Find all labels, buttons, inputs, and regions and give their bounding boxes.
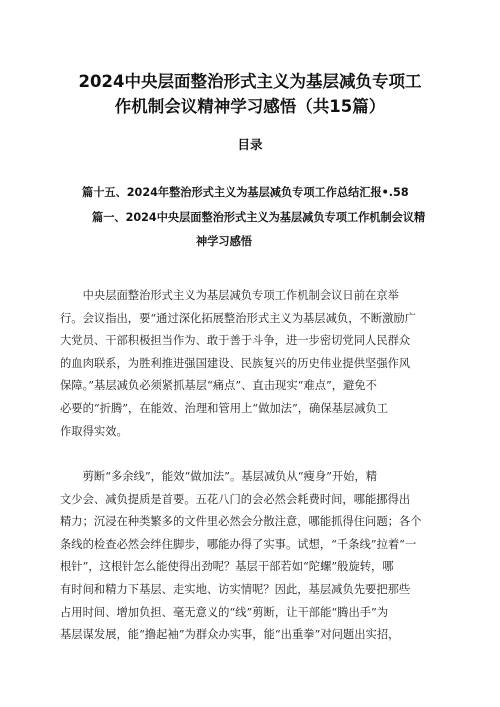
paragraph-line: 条线的检查必然会绊住脚步，哪能办得了实事。试想，“千条线”拉着“一 xyxy=(60,537,417,551)
toc-entry-1[interactable]: 篇一、2024中央层面整治形式主义为基层减负专项工作机制会议精 xyxy=(92,211,426,224)
document-title-line-2: 作机制会议精神学习感悟（共15篇） xyxy=(114,97,386,116)
paragraph-line: 作取得实效。 xyxy=(60,424,128,438)
paragraph-line: 根针”，这根针怎么能使得出劲呢？基层干部若如“陀螺”般旋转，哪 xyxy=(60,560,394,574)
document-title-line-1: 2024中央层面整治形式主义为基层减负专项工 xyxy=(78,72,422,91)
paragraph-line: 必要的“折腾”，在能效、治理和管用上“做加法”，确保基层减负工 xyxy=(60,401,389,415)
paragraph-line: 有时间和精力下基层、走实地、访实情呢？因此，基层减负先要把那些 xyxy=(60,582,411,596)
body-paragraph-2 xyxy=(60,466,442,647)
paragraph-line: 基层谋发展，能“撸起袖”为群众办实事，能“出重拳”对问题出实招， xyxy=(60,628,400,642)
body-paragraph-1 xyxy=(60,285,442,443)
paragraph-line: 大党员、干部积极担当作为、敢于善于斗争，进一步密切党同人民群众 xyxy=(60,334,411,348)
paragraph-line: 行。会议指出，要“通过深化拓展整治形式主义为基层减负，不断激励广 xyxy=(60,311,416,325)
toc-entry-1-continued[interactable]: 神学习感悟 xyxy=(196,235,252,248)
toc-entry-15[interactable]: 篇十五、2024年整治形式主义为基层减负专项工作总结汇报•.58 xyxy=(82,186,409,199)
paragraph-line: 文少会、减负提质是首要。五花八门的会必然会耗费时间，哪能挪得出 xyxy=(60,492,411,506)
paragraph-line: 的血肉联系，为胜利推进强国建设、民族复兴的历史伟业提供坚强作风 xyxy=(60,356,411,370)
paragraph-line: 占用时间、增加负担、毫无意义的“线”剪断，让干部能“腾出手”为 xyxy=(60,605,389,619)
paragraph-line: 剪断“多余线”，能效“做加法”。基层减负从“瘦身”开始，精 xyxy=(60,470,378,483)
paragraph-line: 保障。”基层减负必须紧抓基层“痛点”、直击现实“难点”，避免不 xyxy=(60,379,377,393)
paragraph-line: 精力；沉浸在种类繁多的文件里必然会分散注意，哪能抓得住问题；各个 xyxy=(60,515,422,529)
paragraph-line: 中央层面整治形式主义为基层减负专项工作机制会议日前在京举 xyxy=(60,289,399,302)
toc-heading: 目录 xyxy=(237,137,263,152)
